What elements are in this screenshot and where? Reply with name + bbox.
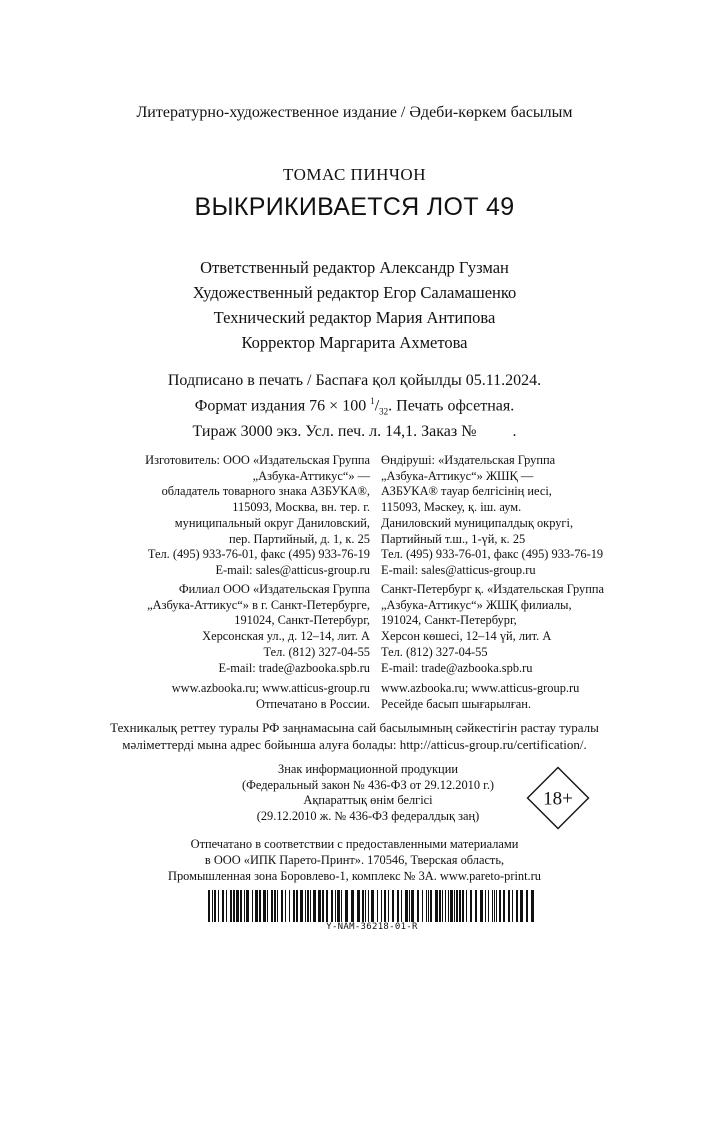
barcode-bar <box>274 890 276 922</box>
info-product-sign <box>218 762 518 825</box>
barcode-bar <box>300 890 303 922</box>
barcode <box>208 890 535 922</box>
barcode-bar <box>293 890 295 922</box>
barcode-bar <box>351 890 354 922</box>
barcode-bar <box>218 890 219 922</box>
info-sign-line: (Федеральный закон № 436-ФЗ от 29.12.2010 г.) <box>241 777 495 792</box>
barcode-bar <box>377 890 378 922</box>
manufacturer-kz-line: Партийный т.ш., 1-үй, к. 25 <box>381 531 526 546</box>
manufacturer-ru <box>145 453 370 579</box>
manufacturer-kz-line: „Азбука-Аттикус“» ЖШҚ — <box>381 468 534 483</box>
barcode-bar <box>456 890 458 922</box>
manufacturer-ru-line: обладатель товарного знака АЗБУКА®, <box>161 484 370 499</box>
barcode-bar <box>496 890 497 922</box>
barcode-bar <box>255 890 258 922</box>
barcode-bar <box>267 890 268 922</box>
barcode-bar <box>244 890 245 922</box>
barcode-bar <box>326 890 328 922</box>
barcode-bar <box>480 890 483 922</box>
barcode-bar <box>405 890 408 922</box>
branch-ru-line: Тел. (812) 327-04-55 <box>263 644 370 659</box>
manufacturer-ru-line: 115093, Москва, вн. тер. г. <box>232 500 370 515</box>
print-run: Тираж 3000 экз. Усл. печ. л. 14,1. Заказ № . <box>192 422 517 440</box>
barcode-bar <box>454 890 455 922</box>
barcode-bar <box>277 890 278 922</box>
branch-ru-line: E-mail: trade@azbooka.spb.ru <box>218 660 370 675</box>
manufacturer-kz <box>381 453 603 579</box>
publication-details <box>0 371 709 442</box>
barcode-label: Y-NAM-36218-01-R <box>326 922 418 932</box>
format-denominator: 32 <box>379 406 389 417</box>
barcode-bar <box>371 890 374 922</box>
barcode-bar <box>337 890 340 922</box>
barcode-bar <box>233 890 235 922</box>
manufacturer-ru-line: пер. Партийный, д. 1, к. 25 <box>229 531 370 546</box>
barcode-bar <box>368 890 369 922</box>
info-sign-line: (29.12.2010 ж. № 436-ФЗ федералдық заң) <box>256 809 480 824</box>
barcode-bar <box>222 890 224 922</box>
barcode-bar <box>212 890 213 922</box>
manufacturer-kz-line: Өндіруші: «Издательская Группа <box>381 453 556 467</box>
tech-regulation-line: Техникалық реттеу туралы РФ заңнамасына сай басылымның сәйкестігін растау туралы <box>110 720 599 735</box>
manufacturer-ru-line: E-mail: sales@atticus-group.ru <box>215 562 370 577</box>
barcode-bar <box>305 890 306 922</box>
barcode-bar <box>362 890 364 922</box>
branch-ru-line: Филиал ООО «Издательская Группа <box>178 582 370 596</box>
barcode-bar <box>296 890 298 922</box>
format-suffix: . Печать офсетная. <box>388 397 515 415</box>
barcode-bar <box>230 890 232 922</box>
barcode-bar <box>285 890 286 922</box>
branch-kz-line: Тел. (812) 327-04-55 <box>381 644 488 659</box>
credit-line: Ответственный редактор Александр Гузман <box>200 258 509 277</box>
barcode-bar <box>392 890 394 922</box>
web-kz <box>381 681 579 712</box>
branch-ru <box>147 582 370 676</box>
barcode-bar <box>450 890 453 922</box>
barcode-bar <box>422 890 423 922</box>
barcode-bar <box>252 890 253 922</box>
barcode-bar <box>263 890 266 922</box>
barcode-bar <box>335 890 336 922</box>
barcode-bar <box>520 890 523 922</box>
credit-line: Технический редактор Мария Антипова <box>213 308 496 327</box>
barcode-bar <box>281 890 283 922</box>
printer-line: Промышленная зона Боровлево-1, комплекс № 3А. www.pareto-print.ru <box>168 869 541 883</box>
barcode-bar <box>492 890 493 922</box>
barcode-bar <box>357 890 360 922</box>
barcode-bar <box>236 890 239 922</box>
signed-date: Подписано в печать / Баспаға қол қойылды 05.11.2024. <box>167 372 542 389</box>
barcode-bar <box>259 890 261 922</box>
barcode-bar <box>318 890 321 922</box>
branch-kz-line: 191024, Санкт-Петербург, <box>381 613 517 628</box>
barcode-bar <box>462 890 464 922</box>
barcode-bar <box>430 890 432 922</box>
barcode-bar <box>341 890 342 922</box>
barcode-bar <box>226 890 227 922</box>
info-sign-line: Знак информационной продукции <box>278 762 458 776</box>
barcode-bar <box>466 890 467 922</box>
barcode-bar <box>214 890 216 922</box>
barcode-bar <box>310 890 311 922</box>
branch-kz <box>381 582 604 676</box>
barcode-bar <box>401 890 402 922</box>
branch-kz-line: „Азбука-Аттикус“» ЖШҚ филиалы, <box>381 597 572 612</box>
web-kz-line: www.azbooka.ru; www.atticus-group.ru <box>381 681 580 695</box>
barcode-bar <box>508 890 510 922</box>
barcode-bar <box>442 890 443 922</box>
format-line: Формат издания 76 × 100 $^1/_{32}$. Печать офсетная. <box>194 396 515 417</box>
barcode-bar <box>409 890 410 922</box>
barcode-bar <box>526 890 528 922</box>
manufacturer-kz-line: Тел. (495) 933-76-01, факс (495) 933-76-19 <box>381 547 604 562</box>
barcode-bar <box>435 890 438 922</box>
info-sign-line: Ақпараттық өнім белгісі <box>303 793 433 808</box>
web-ru-line: Отпечатано в России. <box>256 696 370 711</box>
barcode-bar <box>445 890 446 922</box>
manufacturer-ru-line: муниципальный округ Даниловский, <box>174 515 370 530</box>
web-ru-line: www.azbooka.ru; www.atticus-group.ru <box>171 681 370 695</box>
barcode-bar <box>503 890 505 922</box>
barcode-bar <box>470 890 472 922</box>
barcode-bar <box>494 890 495 922</box>
book-title: ВЫКРИКИВАЕТСЯ ЛОТ 49 <box>194 193 515 221</box>
manufacturer-ru-line: Тел. (495) 933-76-01, факс (495) 933-76-19 <box>147 547 370 562</box>
manufacturer-kz-line: E-mail: sales@atticus-group.ru <box>381 562 536 577</box>
manufacturer-kz-line: Даниловский муниципалдық округі, <box>381 515 574 530</box>
barcode-bar <box>459 890 461 922</box>
barcode-bar <box>475 890 477 922</box>
age-rating-text: 18+ <box>543 788 573 810</box>
barcode-bar <box>307 890 309 922</box>
barcode-bar <box>516 890 518 922</box>
barcode-bar <box>322 890 324 922</box>
branch-ru-line: 191024, Санкт-Петербург, <box>234 613 370 628</box>
barcode-bar <box>512 890 513 922</box>
branch-ru-line: Херсонская ул., д. 12–14, лит. А <box>202 629 370 644</box>
genre-line: Литературно-художественное издание / Әдеби-көркем басылым <box>136 104 573 121</box>
format-numerator: 1 <box>370 396 375 406</box>
barcode-bar <box>331 890 333 922</box>
branch-kz-line: E-mail: trade@azbooka.spb.ru <box>381 660 533 675</box>
barcode-bar <box>417 890 419 922</box>
web-kz-line: Ресейде басып шығарылған. <box>381 696 532 711</box>
barcode-bar <box>384 890 386 922</box>
barcode-bar <box>208 890 210 922</box>
manufacturer-ru-line: Изготовитель: ООО «Издательская Группа <box>145 453 370 467</box>
age-rating-badge <box>526 766 590 830</box>
branch-ru-line: „Азбука-Аттикус“» в г. Санкт-Петербурге, <box>147 597 370 612</box>
printer-info <box>0 836 709 884</box>
manufacturer-kz-line: 115093, Мәскеу, қ. іш. аум. <box>381 500 522 515</box>
barcode-bar <box>488 890 489 922</box>
web-ru <box>172 681 370 712</box>
barcode-bar <box>411 890 414 922</box>
branch-kz-line: Санкт-Петербург қ. «Издательская Группа <box>381 582 605 596</box>
branch-kz-line: Херсон көшесі, 12–14 үй, лит. А <box>381 629 552 644</box>
barcode-bar <box>439 890 441 922</box>
tech-regulation-line: мәліметтерді мына адрес бойынша алуға болады: http://atticus-group.ru/certification/. <box>122 736 587 752</box>
barcode-bar <box>428 890 429 922</box>
barcode-bar <box>426 890 427 922</box>
printer-line: в ООО «ИПК Парето-Принт». 170546, Тверская область, <box>204 853 505 867</box>
barcode-bar <box>448 890 449 922</box>
barcode-bar <box>271 890 273 922</box>
credits-block <box>0 255 709 355</box>
barcode-bar <box>531 890 534 922</box>
barcode-bar <box>485 890 486 922</box>
barcode-bar <box>381 890 382 922</box>
credit-line: Художественный редактор Егор Саламашенко <box>192 283 517 302</box>
barcode-bar <box>499 890 501 922</box>
barcode-bar <box>345 890 348 922</box>
print-run-text: Тираж 3000 экз. Усл. печ. л. 14,1. Заказ № <box>192 422 477 440</box>
barcode-bar <box>240 890 242 922</box>
barcode-bar <box>397 890 399 922</box>
manufacturer-ru-line: „Азбука-Аттикус“» — <box>252 468 370 483</box>
tech-regulation <box>0 720 709 753</box>
barcode-bar <box>388 890 389 922</box>
barcode-bar <box>313 890 316 922</box>
credit-line: Корректор Маргарита Ахметова <box>241 333 468 352</box>
printer-line: Отпечатано в соответствии с предоставленными материалами <box>190 837 519 851</box>
barcode-bar <box>246 890 249 922</box>
barcode-bar <box>289 890 290 922</box>
barcode-bar <box>365 890 366 922</box>
manufacturer-kz-line: АЗБУКА® тауар белгісінің иесі, <box>381 484 552 499</box>
format-prefix: Формат издания 76 × 100 <box>194 397 371 415</box>
author-name: ТОМАС ПИНЧОН <box>282 165 426 184</box>
